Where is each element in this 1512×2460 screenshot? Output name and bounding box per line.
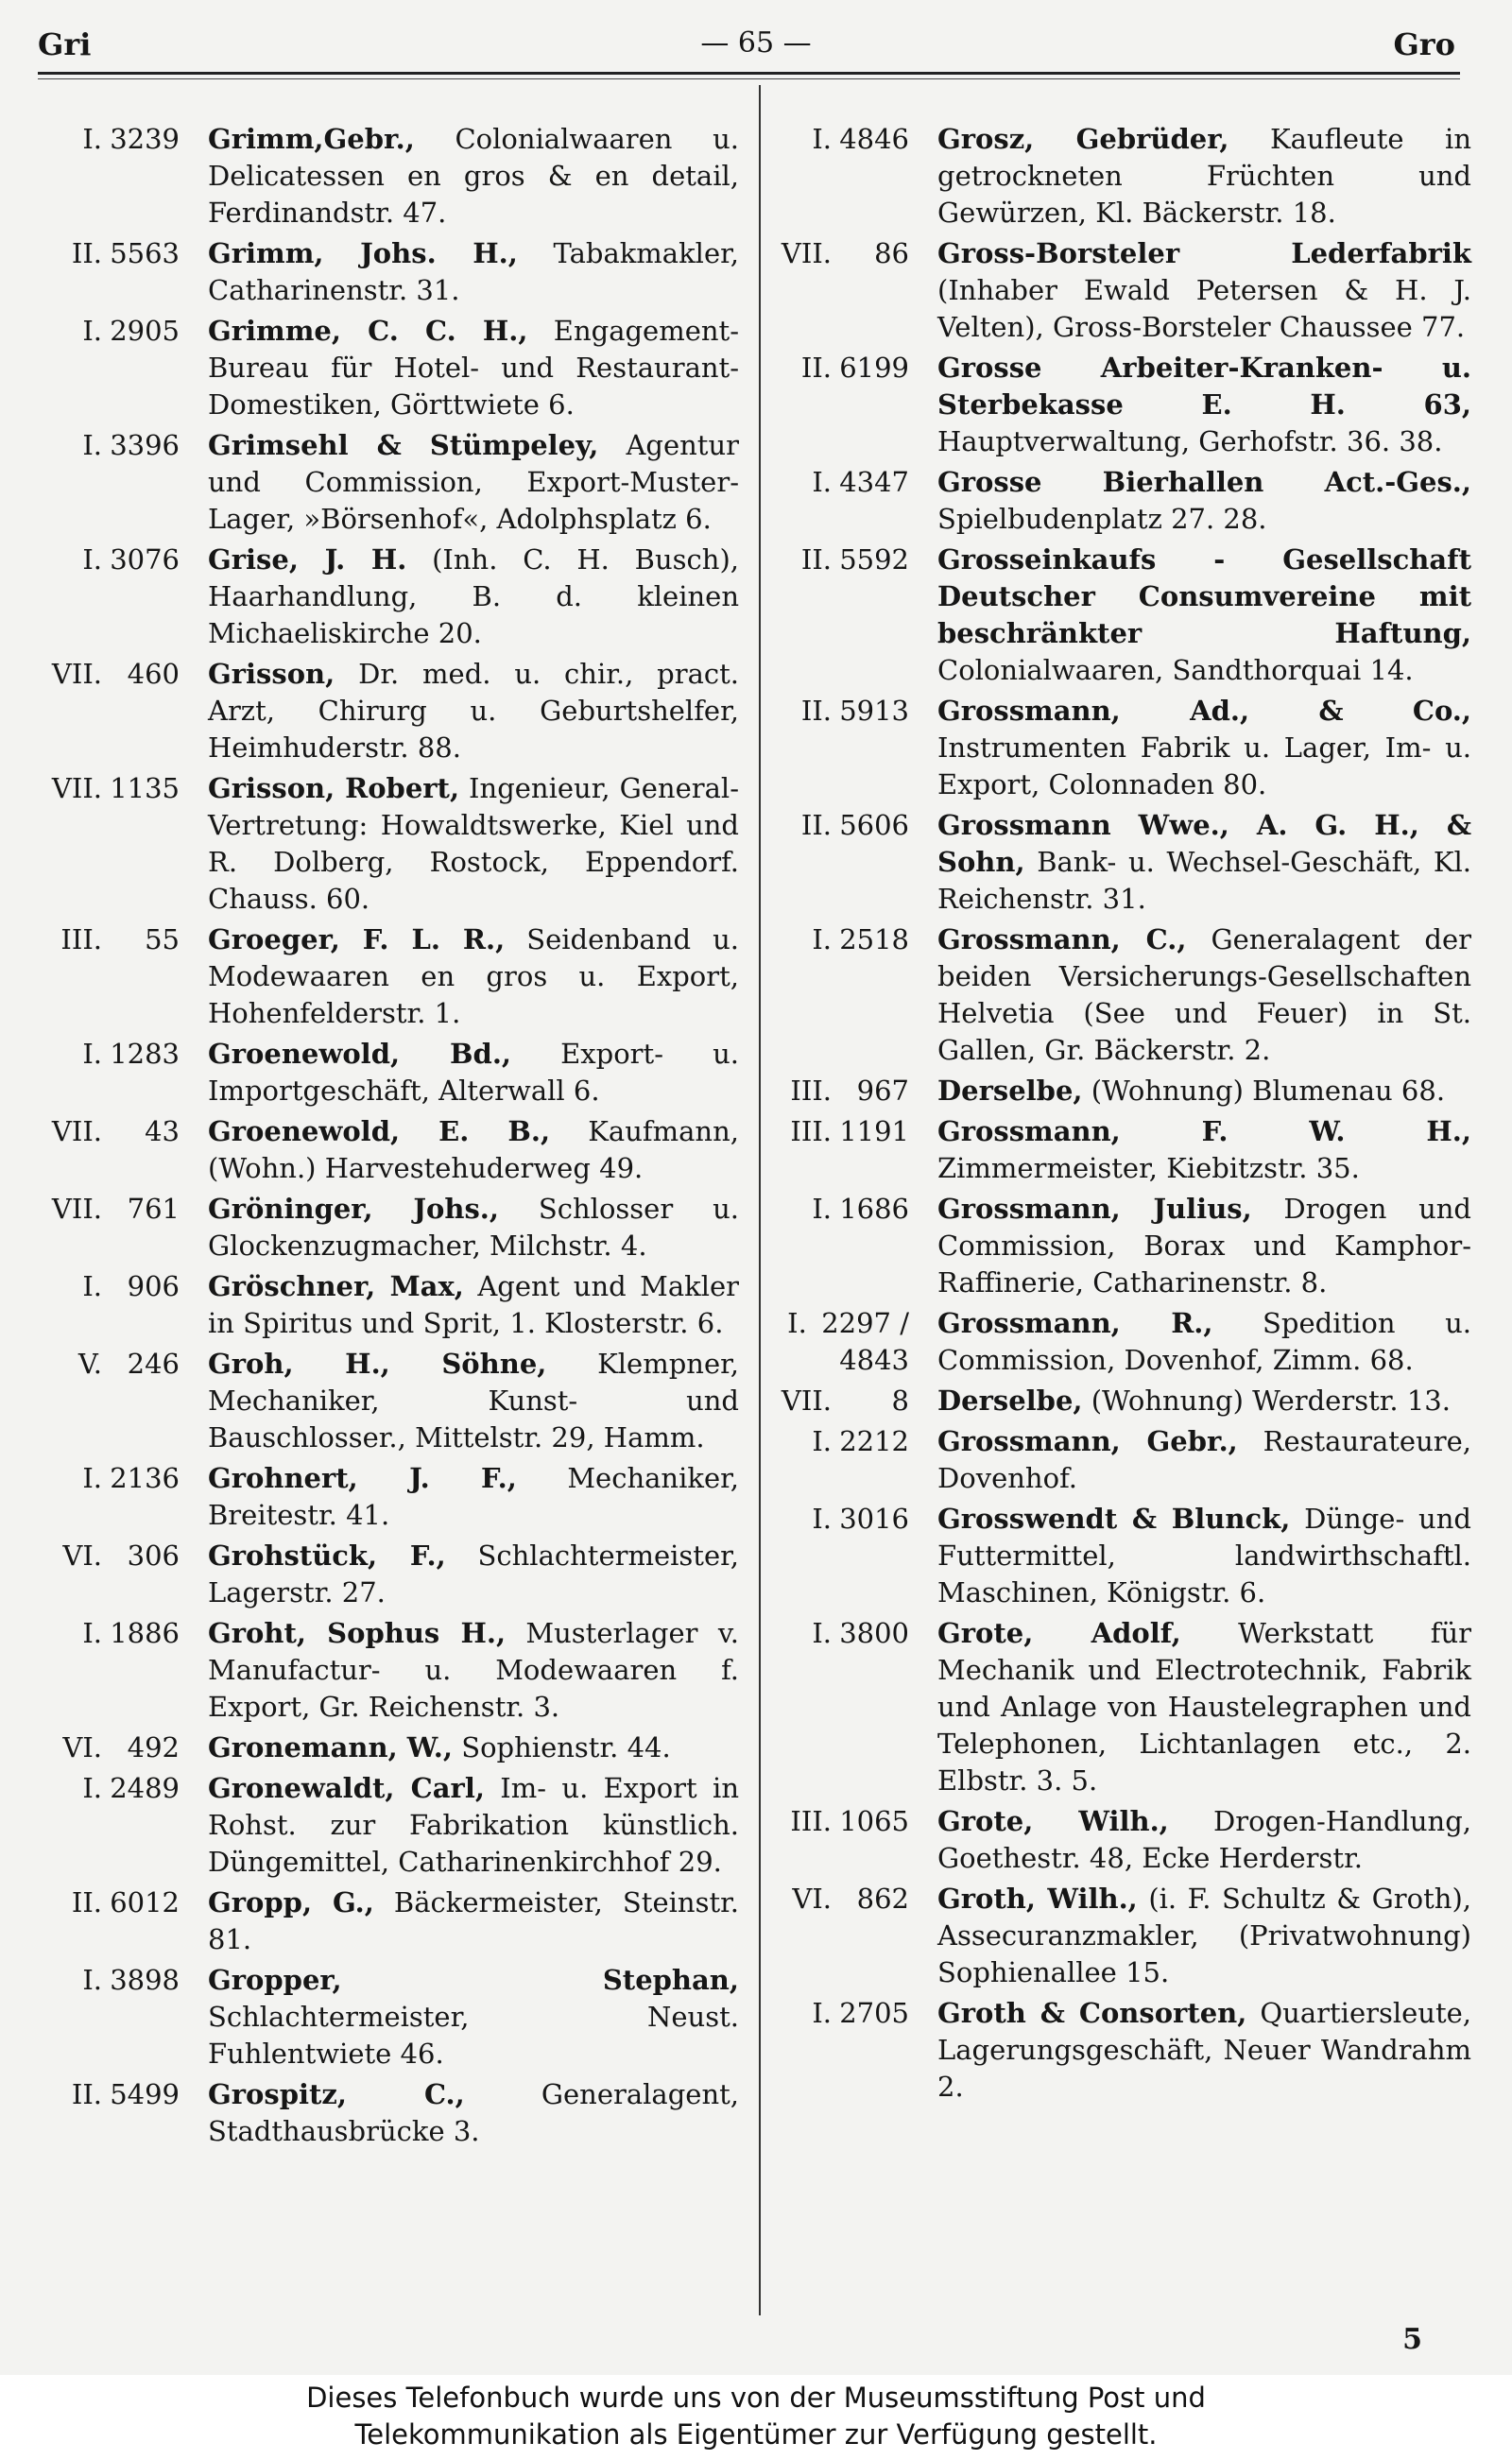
entry-text — [937, 1501, 1471, 1611]
directory-entry — [38, 121, 739, 232]
entry-district: V. — [77, 1348, 102, 1380]
entry-number — [767, 1305, 937, 1379]
entry-description: Quartiersleute, Lagerungsgeschäft, Neuer Wandrahm 2. — [937, 1997, 1471, 2103]
directory-entry — [38, 1729, 739, 1766]
entry-text — [937, 1881, 1471, 1991]
directory-entry — [767, 1113, 1471, 1187]
entry-description: Agentur und Commission, Export-Muster-Lager, »Börsenhof«, Adolphsplatz 6. — [208, 429, 739, 535]
entry-description: Instrumenten Fabrik u. Lager, Im- u. Export, Colonnaden 80. — [937, 731, 1471, 800]
entry-number — [767, 464, 937, 538]
entry-phone: 8 — [891, 1385, 909, 1417]
entry-text — [937, 235, 1471, 346]
entry-phone: 3898 — [110, 1964, 180, 1996]
entry-description: Generalagent der beiden Versicherungs-Gesellschaften Helvetia (See und Feuer) in St. Gallen, Gr. Bäckerstr. 2. — [937, 923, 1471, 1066]
entry-district: I. — [82, 1964, 102, 1996]
entry-district: II. — [71, 2078, 102, 2110]
entry-description: Generalagent, Stadthausbrücke 3. — [208, 2078, 739, 2147]
entry-phone: 3800 — [839, 1617, 909, 1649]
entry-phone: 5499 — [110, 2078, 180, 2110]
header-rule — [38, 72, 1460, 75]
entry-number — [38, 1615, 208, 1726]
entry-name: Groenewold, Bd., — [208, 1038, 512, 1070]
entry-district: VII. — [51, 772, 102, 804]
directory-entry — [38, 1036, 739, 1110]
entry-district: I. — [82, 1772, 102, 1804]
entry-description: (Inhaber Ewald Petersen & H. J. Velten), Gross-Borsteler Chaussee 77. — [937, 274, 1471, 343]
entry-description: Kaufleute in getrockneten Früchten und Gewürzen, Kl. Bäckerstr. 18. — [937, 123, 1471, 229]
entry-description: Mechaniker, Breitestr. 41. — [208, 1462, 739, 1531]
entry-district: III. — [790, 1115, 832, 1147]
footer-line-2: Telekommunikation als Eigentümer zur Verfügung gestellt. — [354, 2418, 1158, 2451]
entry-name: Grote, Wilh., — [937, 1805, 1169, 1837]
entry-text — [208, 121, 739, 232]
entry-name: Groth, Wilh., — [937, 1883, 1138, 1915]
directory-entry — [38, 1538, 739, 1611]
entry-text — [937, 464, 1471, 538]
entry-description: (Wohnung) Werderstr. 13. — [1082, 1385, 1451, 1417]
entry-number — [767, 1995, 937, 2106]
entry-number — [767, 807, 937, 918]
entry-name: Grisson, Robert, — [208, 772, 460, 804]
entry-phone: 1191 — [839, 1115, 909, 1147]
directory-entry — [38, 1962, 739, 2073]
entry-text — [937, 350, 1471, 460]
directory-entry — [767, 235, 1471, 346]
entry-text — [937, 1995, 1471, 2106]
directory-entry — [767, 1423, 1471, 1497]
entry-name: Derselbe, — [937, 1385, 1083, 1417]
entry-phone: 1283 — [110, 1038, 180, 1070]
entry-number — [38, 1538, 208, 1611]
entry-description: Im- u. Export in Rohst. zur Fabrikation künstlich. Düngemittel, Catharinenkirchhof 29. — [208, 1772, 739, 1878]
entry-number — [38, 313, 208, 423]
entry-number — [38, 1268, 208, 1342]
entry-phone: 2297 / 4843 — [821, 1307, 909, 1376]
directory-entry — [767, 693, 1471, 803]
entry-district: I. — [812, 1503, 832, 1535]
entry-name: Grohnert, J. F., — [208, 1462, 517, 1494]
entry-text — [208, 1191, 739, 1264]
header-rule-thin — [38, 78, 1460, 79]
directory-entry — [38, 1884, 739, 1958]
entry-name: Grosse Arbeiter-Kranken- u. Sterbekasse E. H. 63, — [937, 352, 1471, 421]
entry-phone: 862 — [856, 1883, 909, 1915]
entry-phone: 460 — [127, 658, 180, 690]
header-right: Gro — [1393, 26, 1455, 62]
entry-district: II. — [800, 695, 832, 727]
entry-phone: 86 — [874, 237, 909, 269]
entry-phone: 3076 — [110, 543, 180, 576]
entry-phone: 5606 — [839, 809, 909, 841]
entry-phone: 6199 — [839, 352, 909, 384]
entry-description: Schlachtermeister, Lagerstr. 27. — [208, 1540, 739, 1608]
entry-district: I. — [812, 1425, 832, 1457]
entry-phone: 1686 — [839, 1193, 909, 1225]
entry-description: Kaufmann, (Wohn.) Harvestehuderweg 49. — [208, 1115, 739, 1184]
entry-number — [767, 542, 937, 689]
entry-text — [208, 1538, 739, 1611]
entry-description: Bäckermeister, Steinstr. 81. — [208, 1886, 739, 1955]
entry-district: I. — [82, 123, 102, 155]
entry-district: III. — [790, 1805, 832, 1837]
entry-description: Dr. med. u. chir., pract. Arzt, Chirurg u. Geburtshelfer, Heimhuderstr. 88. — [208, 658, 739, 764]
entry-description: Hauptverwaltung, Gerhofstr. 36. 38. — [937, 425, 1443, 457]
entry-phone: 1135 — [110, 772, 180, 804]
entry-description: Schlachtermeister, Neust. Fuhlentwiete 46. — [208, 2001, 739, 2070]
entry-name: Groeger, F. L. R., — [208, 923, 506, 955]
entry-description: Schlosser u. Glockenzugmacher, Milchstr. 4. — [208, 1193, 739, 1262]
entry-text — [208, 2076, 739, 2150]
entry-number — [38, 121, 208, 232]
footer-notice — [0, 2375, 1512, 2460]
entry-number — [38, 1113, 208, 1187]
entry-text — [208, 427, 739, 538]
entry-text — [208, 1962, 739, 2073]
entry-name: Grimm,Gebr., — [208, 123, 415, 155]
entry-number — [38, 1962, 208, 2073]
entry-name: Gröschner, Max, — [208, 1270, 464, 1302]
entry-phone: 55 — [145, 923, 180, 955]
entry-district: I. — [812, 1193, 832, 1225]
entry-number — [38, 235, 208, 309]
entry-description: Sophienstr. 44. — [453, 1731, 671, 1763]
entry-text — [208, 313, 739, 423]
entry-phone: 2905 — [110, 315, 180, 347]
entry-description: Dünge- und Futtermittel, landwirthschaftl. Maschinen, Königstr. 6. — [937, 1503, 1471, 1608]
entry-text — [937, 693, 1471, 803]
directory-entry — [38, 427, 739, 538]
entry-text — [937, 1113, 1471, 1187]
entry-name: Grosswendt & Blunck, — [937, 1503, 1291, 1535]
entry-name: Derselbe, — [937, 1075, 1083, 1107]
entry-text — [937, 1383, 1471, 1419]
directory-entry — [767, 1881, 1471, 1991]
entry-phone: 5563 — [110, 237, 180, 269]
entry-phone: 6012 — [110, 1886, 180, 1918]
entry-description: (Wohnung) Blumenau 68. — [1082, 1075, 1446, 1107]
entry-name: Grisson, — [208, 658, 335, 690]
entry-district: I. — [812, 466, 832, 498]
entry-text — [208, 1729, 739, 1766]
entry-phone: 492 — [127, 1731, 180, 1763]
directory-entry — [767, 121, 1471, 232]
entry-name: Gropper, Stephan, — [208, 1964, 739, 1996]
entry-number — [38, 1884, 208, 1958]
entry-district: I. — [82, 543, 102, 576]
entry-phone: 2518 — [839, 923, 909, 955]
entry-text — [937, 1803, 1471, 1877]
directory-entry — [767, 350, 1471, 460]
entry-name: Grossmann, Gebr., — [937, 1425, 1238, 1457]
directory-entry — [38, 235, 739, 309]
entry-number — [38, 1191, 208, 1264]
directory-entry — [767, 921, 1471, 1069]
entry-description: Restaurateure, Dovenhof. — [937, 1425, 1472, 1494]
entry-district: I. — [82, 1038, 102, 1070]
entry-description: Export- u. Importgeschäft, Alterwall 6. — [208, 1038, 739, 1107]
entry-description: Bank- u. Wechsel-Geschäft, Kl. Reichenstr. 31. — [937, 846, 1471, 915]
entry-description: Agent und Makler in Spiritus und Sprit, 1. Klosterstr. 6. — [208, 1270, 739, 1339]
entry-number — [38, 656, 208, 766]
entry-number — [38, 1460, 208, 1534]
directory-entry — [38, 1268, 739, 1342]
entry-phone: 246 — [127, 1348, 180, 1380]
entry-district: VI. — [792, 1883, 832, 1915]
entry-number — [38, 542, 208, 652]
entry-name: Groh, H., Söhne, — [208, 1348, 547, 1380]
directory-entry — [767, 1383, 1471, 1419]
entry-district: VII. — [781, 237, 832, 269]
entry-number — [767, 1501, 937, 1611]
entry-number — [38, 921, 208, 1032]
directory-entry — [38, 656, 739, 766]
entry-district: I. — [82, 315, 102, 347]
entry-description: Colonialwaaren, Sandthorquai 14. — [937, 654, 1414, 686]
entry-district: II. — [800, 809, 832, 841]
entry-district: VII. — [51, 1115, 102, 1147]
footer-line-1: Dieses Telefonbuch wurde uns von der Museumsstiftung Post und — [306, 2382, 1206, 2414]
entry-number — [767, 693, 937, 803]
entry-text — [208, 235, 739, 309]
entry-phone: 2705 — [839, 1997, 909, 2029]
entry-number — [767, 1615, 937, 1799]
entry-number — [38, 2076, 208, 2150]
directory-entry — [38, 1113, 739, 1187]
entry-name: Grohstück, F., — [208, 1540, 446, 1572]
directory-entry — [767, 1305, 1471, 1379]
entry-phone: 4846 — [839, 123, 909, 155]
entry-text — [937, 1305, 1471, 1379]
entry-text — [937, 1423, 1471, 1497]
entry-phone: 906 — [127, 1270, 180, 1302]
entry-name: Grosse Bierhallen Act.-Ges., — [937, 466, 1471, 498]
entry-district: I. — [812, 923, 832, 955]
entry-district: VI. — [62, 1540, 102, 1572]
entry-description: Drogen und Commission, Borax und Kamphor-Raffinerie, Catharinenstr. 8. — [937, 1193, 1471, 1299]
entry-text — [208, 1615, 739, 1726]
directory-entry — [38, 313, 739, 423]
entry-name: Gröninger, Johs., — [208, 1193, 499, 1225]
entry-name: Grise, J. H. — [208, 543, 407, 576]
entry-phone: 1065 — [839, 1805, 909, 1837]
entry-district: I. — [812, 1617, 832, 1649]
entry-name: Grospitz, C., — [208, 2078, 465, 2110]
entry-description: Zimmermeister, Kiebitzstr. 35. — [937, 1152, 1360, 1184]
entry-district: II. — [71, 1886, 102, 1918]
directory-entry — [767, 542, 1471, 689]
directory-entry — [38, 1346, 739, 1456]
entry-name: Grimm, Johs. H., — [208, 237, 518, 269]
directory-entry — [38, 2076, 739, 2150]
entry-name: Gronewaldt, Carl, — [208, 1772, 485, 1804]
header-left: Gri — [38, 26, 92, 62]
entry-number — [767, 921, 937, 1069]
entry-phone: 5913 — [839, 695, 909, 727]
entry-name: Grossmann, R., — [937, 1307, 1213, 1339]
directory-entry — [767, 1615, 1471, 1799]
entry-phone: 2212 — [839, 1425, 909, 1457]
directory-entry — [767, 1803, 1471, 1877]
entry-district: II. — [71, 237, 102, 269]
entry-name: Groth & Consorten, — [937, 1997, 1247, 2029]
entry-number — [38, 770, 208, 918]
entry-description: Ingenieur, General-Vertretung: Howaldtswerke, Kiel und R. Dolberg, Rostock, Eppendorf. Chauss. 60. — [208, 772, 739, 915]
entry-description: Spedition u. Commission, Dovenhof, Zimm. 68. — [937, 1307, 1471, 1376]
entry-district: III. — [60, 923, 102, 955]
entry-name: Gropp, G., — [208, 1886, 374, 1918]
directory-entry — [38, 1615, 739, 1726]
entry-description: Klempner, Mechaniker, Kunst- und Bauschlosser., Mittelstr. 29, Hamm. — [208, 1348, 739, 1454]
entry-text — [208, 542, 739, 652]
entry-name: Grossmann, Ad., & Co., — [937, 695, 1471, 727]
entry-description: (i. F. Schultz & Groth), Assecuranzmakler, (Privatwohnung) Sophienallee 15. — [937, 1883, 1471, 1988]
directory-entry — [38, 542, 739, 652]
entry-description: Engagement-Bureau für Hotel- und Restaurant-Domestiken, Görttwiete 6. — [208, 315, 739, 421]
entry-text — [937, 1191, 1471, 1301]
directory-entry — [38, 921, 739, 1032]
entry-phone: 43 — [145, 1115, 180, 1147]
entry-text — [208, 1460, 739, 1534]
directory-entry — [767, 464, 1471, 538]
entry-name: Grote, Adolf, — [937, 1617, 1181, 1649]
entry-district: I. — [787, 1307, 807, 1339]
entry-district: I. — [82, 1270, 102, 1302]
column-divider — [759, 85, 761, 2315]
entry-text — [208, 1884, 739, 1958]
entry-description: (Inh. C. H. Busch), Haarhandlung, B. d. kleinen Michaeliskirche 20. — [208, 543, 739, 649]
entry-number — [38, 1346, 208, 1456]
entry-text — [208, 1770, 739, 1881]
entry-text — [208, 1268, 739, 1342]
entry-number — [767, 1113, 937, 1187]
entry-description: Colonialwaaren u. Delicatessen en gros & en detail, Ferdinandstr. 47. — [208, 123, 739, 229]
entry-text — [208, 1113, 739, 1187]
entry-number — [38, 427, 208, 538]
entry-name: Groenewold, E. B., — [208, 1115, 551, 1147]
entry-number — [38, 1729, 208, 1766]
entry-phone: 967 — [856, 1075, 909, 1107]
entry-number — [767, 1423, 937, 1497]
entry-text — [937, 542, 1471, 689]
header-page-number: — 65 — — [700, 26, 812, 60]
entry-text — [208, 1346, 739, 1456]
entry-district: VII. — [51, 658, 102, 690]
entry-name: Grosseinkaufs - Gesellschaft Deutscher Consumvereine mit beschränkter Haftung, — [937, 543, 1471, 649]
entry-text — [937, 921, 1471, 1069]
entry-text — [937, 1615, 1471, 1799]
directory-entry — [767, 1995, 1471, 2106]
entry-phone: 2489 — [110, 1772, 180, 1804]
entry-phone: 3239 — [110, 123, 180, 155]
entry-phone: 761 — [127, 1193, 180, 1225]
entry-name: Gross-Borsteler Lederfabrik — [937, 237, 1471, 269]
entry-name: Grossmann, Julius, — [937, 1193, 1252, 1225]
entry-name: Grossmann, F. W. H., — [937, 1115, 1471, 1147]
entry-description: Spielbudenplatz 27. 28. — [937, 503, 1267, 535]
entry-number — [38, 1770, 208, 1881]
entry-name: Gronemann, W., — [208, 1731, 454, 1763]
entry-phone: 1886 — [110, 1617, 180, 1649]
entry-number — [767, 350, 937, 460]
entry-number — [767, 1803, 937, 1877]
entry-phone: 3016 — [839, 1503, 909, 1535]
directory-entry — [38, 1770, 739, 1881]
entry-name: Grimme, C. C. H., — [208, 315, 528, 347]
entry-district: I. — [82, 429, 102, 461]
entry-number — [767, 1073, 937, 1110]
entry-number — [767, 235, 937, 346]
directory-entry — [38, 1191, 739, 1264]
entry-district: VII. — [781, 1385, 832, 1417]
entry-text — [208, 656, 739, 766]
entry-name: Grossmann, C., — [937, 923, 1187, 955]
entry-district: I. — [82, 1617, 102, 1649]
entry-district: I. — [812, 1997, 832, 2029]
entry-text — [937, 1073, 1471, 1110]
directory-entry — [767, 807, 1471, 918]
entry-number — [38, 1036, 208, 1110]
left-column — [38, 121, 739, 2154]
entry-description: Tabakmakler, Catharinenstr. 31. — [208, 237, 739, 306]
directory-entry — [767, 1501, 1471, 1611]
entry-name: Grossmann Wwe., A. G. H., & Sohn, — [937, 809, 1471, 878]
entry-description: Musterlager v. Manufactur- u. Modewaaren f. Export, Gr. Reichenstr. 3. — [208, 1617, 739, 1723]
entry-phone: 3396 — [110, 429, 180, 461]
entry-district: VI. — [62, 1731, 102, 1763]
directory-entry — [767, 1191, 1471, 1301]
entry-text — [937, 121, 1471, 232]
directory-entry — [38, 1460, 739, 1534]
entry-phone: 306 — [127, 1540, 180, 1572]
directory-entry — [38, 770, 739, 918]
entry-description: Drogen-Handlung, Goethestr. 48, Ecke Herderstr. — [937, 1805, 1471, 1874]
entry-name: Groht, Sophus H., — [208, 1617, 507, 1649]
entry-name: Grimsehl & Stümpeley, — [208, 429, 599, 461]
entry-district: III. — [790, 1075, 832, 1107]
entry-phone: 5592 — [839, 543, 909, 576]
entry-district: I. — [812, 123, 832, 155]
entry-name: Grosz, Gebrüder, — [937, 123, 1229, 155]
entry-description: Werkstatt für Mechanik und Electrotechnik, Fabrik und Anlage von Haustelegraphen und Telephonen, Lichtanlagen etc., 2. Elbstr. 3. 5. — [937, 1617, 1471, 1797]
entry-district: VII. — [51, 1193, 102, 1225]
entry-district: I. — [82, 1462, 102, 1494]
entry-district: II. — [800, 352, 832, 384]
entry-text — [208, 921, 739, 1032]
entry-text — [208, 1036, 739, 1110]
entry-text — [937, 807, 1471, 918]
entry-number — [767, 1881, 937, 1991]
entry-phone: 4347 — [839, 466, 909, 498]
entry-number — [767, 1191, 937, 1301]
entry-number — [767, 121, 937, 232]
entry-number — [767, 1383, 937, 1419]
right-column — [767, 121, 1471, 2109]
entry-district: II. — [800, 543, 832, 576]
entry-text — [208, 770, 739, 918]
directory-entry — [767, 1073, 1471, 1110]
page-number: 5 — [1402, 2323, 1422, 2356]
entry-description: Seidenband u. Modewaaren en gros u. Export, Hohenfelderstr. 1. — [208, 923, 739, 1029]
entry-phone: 2136 — [110, 1462, 180, 1494]
